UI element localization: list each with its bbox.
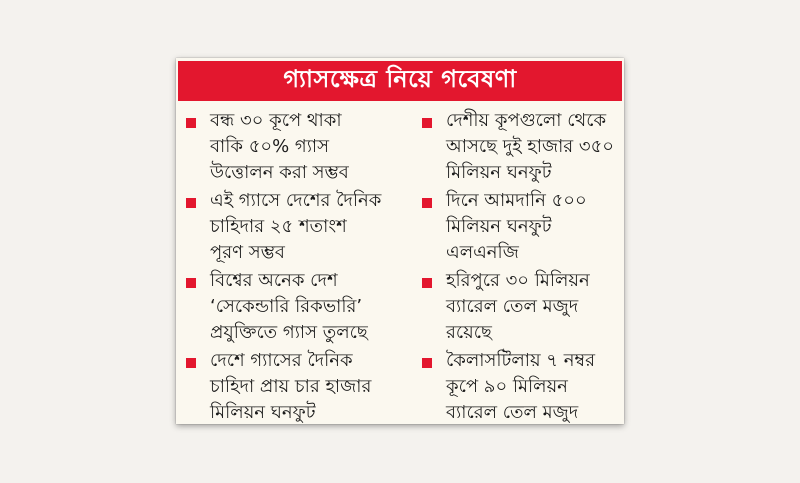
fact-item bbox=[422, 108, 634, 186]
fact-text: কৈলাসটিলায় ৭ নম্বর কূপে ৯০ মিলিয়ন ব্যারেল তেল মজুদ bbox=[446, 350, 595, 423]
square-bullet-icon bbox=[186, 278, 196, 288]
square-bullet-icon bbox=[422, 118, 432, 128]
square-bullet-icon bbox=[422, 278, 432, 288]
fact-text: হরিপুরে ৩০ মিলিয়ন ব্যারেল তেল মজুদ রয়েছে bbox=[446, 270, 590, 343]
square-bullet-icon bbox=[186, 118, 196, 128]
fact-item bbox=[186, 348, 398, 426]
square-bullet-icon bbox=[186, 358, 196, 368]
fact-item bbox=[422, 348, 634, 426]
fact-text: দেশে গ্যাসের দৈনিক চাহিদা প্রায় চার হাজার মিলিয়ন ঘনফুট bbox=[210, 350, 372, 423]
fact-text: দেশীয় কূপগুলো থেকে আসছে দুই হাজার ৩৫০ মিলিয়ন ঘনফুট bbox=[446, 110, 614, 183]
fact-text: বন্ধ ৩০ কূপে থাকা বাকি ৫০% গ্যাস উত্তোলন করা সম্ভব bbox=[210, 110, 349, 183]
infographic-card bbox=[176, 58, 624, 424]
fact-item bbox=[186, 188, 398, 266]
fact-text: বিশ্বের অনেক দেশ ‘সেকেন্ডারি রিকভারি’ প্রযুক্তিতে গ্যাস তুলছে bbox=[210, 270, 368, 343]
fact-item bbox=[186, 108, 398, 186]
fact-item bbox=[186, 268, 398, 346]
square-bullet-icon bbox=[186, 198, 196, 208]
square-bullet-icon bbox=[422, 358, 432, 368]
fact-text: এই গ্যাসে দেশের দৈনিক চাহিদার ২৫ শতাংশ পূরণ সম্ভব bbox=[210, 190, 382, 263]
fact-item bbox=[422, 268, 634, 346]
facts-grid bbox=[176, 108, 624, 423]
square-bullet-icon bbox=[422, 198, 432, 208]
fact-item bbox=[422, 188, 634, 266]
fact-text: দিনে আমদানি ৫০০ মিলিয়ন ঘনফুট এলএনজি bbox=[446, 190, 587, 263]
infographic-title: গ্যাসক্ষেত্র নিয়ে গবেষণা bbox=[178, 61, 622, 101]
